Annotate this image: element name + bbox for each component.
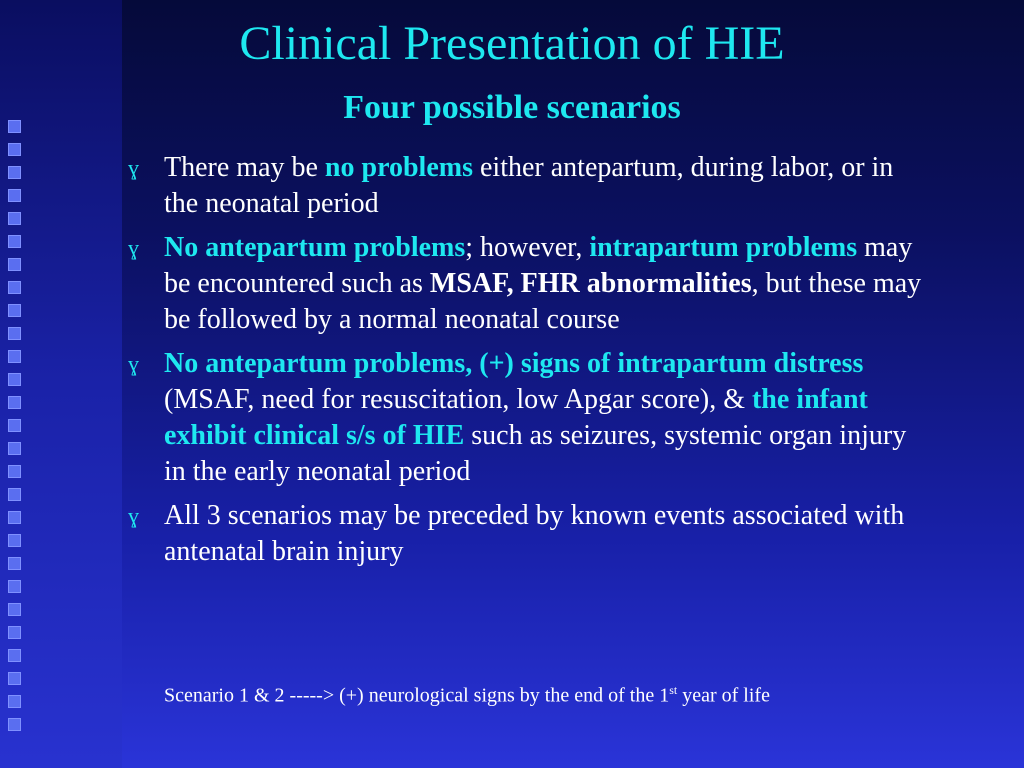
square-decoration (8, 212, 21, 225)
left-decorative-band (0, 0, 122, 768)
square-decoration (8, 350, 21, 363)
square-decoration (8, 580, 21, 593)
bold-text: MSAF, FHR abnormalities (429, 268, 752, 299)
square-decoration (8, 373, 21, 386)
bullet-icon: ɣ (128, 503, 139, 528)
square-decoration (8, 396, 21, 409)
bullet-text: All 3 scenarios may be preceded by known events associated with antenatal brain injury (164, 500, 905, 567)
square-decoration (8, 166, 21, 179)
square-decoration (8, 465, 21, 478)
square-decoration (8, 143, 21, 156)
square-decoration (8, 557, 21, 570)
bullet-text: There may be (164, 152, 325, 183)
bullet-icon: ɣ (128, 351, 139, 376)
bullet-item (128, 498, 928, 570)
square-decoration (8, 235, 21, 248)
slide-title: Clinical Presentation of HIE (239, 17, 785, 70)
square-decoration (8, 120, 21, 133)
highlight-text: the infant exhibit clinical s/s of HIE (164, 384, 868, 451)
decorative-squares (8, 120, 28, 741)
bullet-icon: ɣ (128, 235, 139, 260)
footnote-text: Scenario 1 & 2 -----> (+) neurological signs by the end of the 1 (164, 684, 670, 707)
bullet-text: ; however, (465, 232, 590, 263)
bullet-list (128, 150, 928, 578)
square-decoration (8, 281, 21, 294)
bullet-item (128, 346, 928, 490)
bullet-item (128, 230, 928, 338)
square-decoration (8, 258, 21, 271)
square-decoration (8, 419, 21, 432)
square-decoration (8, 672, 21, 685)
bullet-item (128, 150, 928, 222)
highlight-text: No antepartum problems (164, 232, 466, 263)
footnote (164, 676, 884, 710)
highlight-text: intrapartum problems (589, 232, 858, 263)
square-decoration (8, 488, 21, 501)
bullet-text: (MSAF, need for resuscitation, low Apgar score), & (164, 384, 752, 415)
footnote-text: year of life (677, 684, 770, 707)
square-decoration (8, 327, 21, 340)
square-decoration (8, 442, 21, 455)
slide-subtitle: Four possible scenarios (343, 89, 681, 126)
bullet-text: may be encountered such as (164, 232, 913, 299)
square-decoration (8, 511, 21, 524)
square-decoration (8, 695, 21, 708)
footnote-superscript: st (669, 683, 678, 697)
square-decoration (8, 718, 21, 731)
bullet-text: such as seizures, systemic organ injury in the early neonatal period (164, 420, 907, 487)
square-decoration (8, 534, 21, 547)
bullet-text: , but these may be followed by a normal neonatal course (164, 268, 922, 335)
bullet-icon: ɣ (128, 155, 139, 180)
square-decoration (8, 189, 21, 202)
square-decoration (8, 626, 21, 639)
square-decoration (8, 304, 21, 317)
square-decoration (8, 649, 21, 662)
bullet-text: either antepartum, during labor, or in the neonatal period (164, 152, 894, 219)
square-decoration (8, 603, 21, 616)
highlight-text: no problems (324, 152, 473, 183)
highlight-text: No antepartum problems, (+) signs of intrapartum distress (164, 348, 864, 379)
